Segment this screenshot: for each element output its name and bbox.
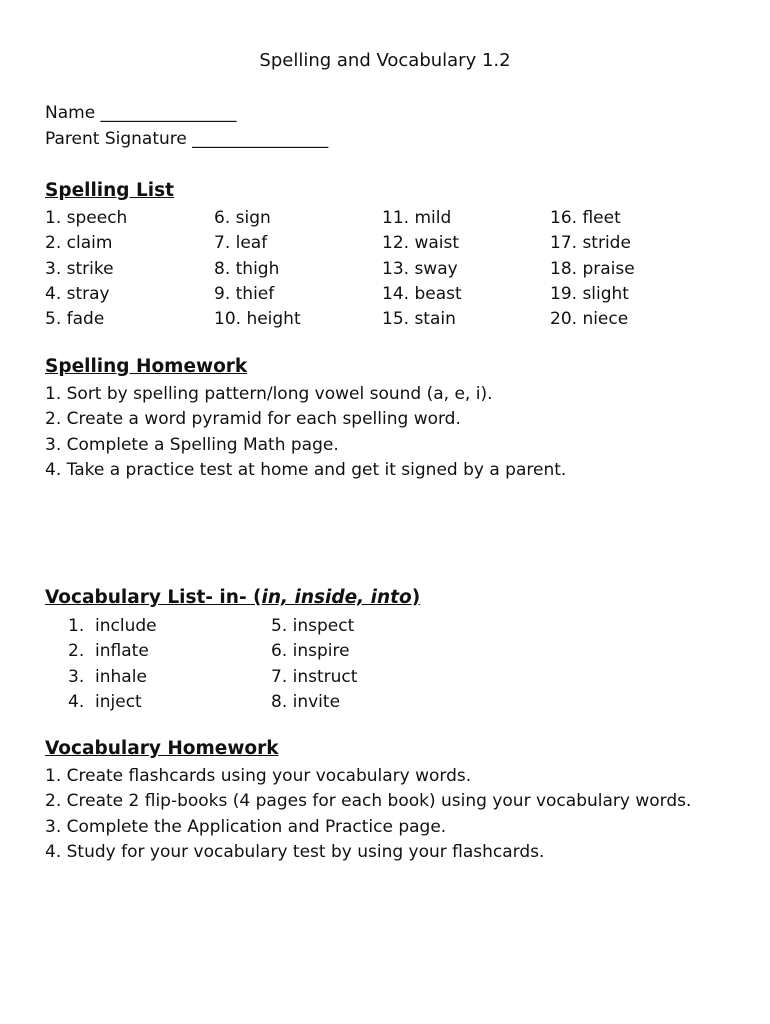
list-item: 4. Take a practice test at home and get it signed by a parent. xyxy=(45,459,567,480)
spelling-word: 10. height xyxy=(214,309,301,330)
spelling-word: 17. stride xyxy=(550,233,631,254)
vocabulary-word: 5. inspect xyxy=(271,616,355,636)
vocabulary-homework-heading: Vocabulary Homework xyxy=(45,738,279,759)
list-item: 1. Sort by spelling pattern/long vowel sound (a, e, i). xyxy=(45,384,493,404)
spelling-column-3 xyxy=(382,206,552,332)
spelling-word: 18. praise xyxy=(550,258,635,279)
vocabulary-homework-list xyxy=(45,764,691,865)
vocabulary-list-heading xyxy=(45,587,420,608)
list-item: 2. Create 2 flip-books (4 pages for each book) using your vocabulary words. xyxy=(45,791,692,812)
vocabulary-word: 6. inspire xyxy=(271,641,350,662)
spelling-column-1 xyxy=(45,206,215,332)
page-title: Spelling and Vocabulary 1.2 xyxy=(259,50,511,71)
spelling-word: 13. sway xyxy=(382,258,458,279)
vocabulary-word: 3. inhale xyxy=(68,666,147,687)
vocabulary-heading-prefix: Vocabulary List- in- ( xyxy=(45,587,262,608)
spelling-word: 6. sign xyxy=(214,208,271,228)
spelling-word: 20. niece xyxy=(550,309,629,330)
list-item: 3. Complete the Application and Practice page. xyxy=(45,816,447,837)
spelling-word: 11. mild xyxy=(382,208,452,228)
list-item: 1. Create flashcards using your vocabulary words. xyxy=(45,766,472,786)
spelling-homework-heading: Spelling Homework xyxy=(45,356,248,377)
list-item: 3. Complete a Spelling Math page. xyxy=(45,434,339,455)
spelling-list-heading: Spelling List xyxy=(45,180,174,201)
spelling-word: 9. thief xyxy=(214,283,275,304)
vocabulary-word: 4. inject xyxy=(68,691,142,712)
parent-signature-field: Parent Signature ________________ xyxy=(45,129,329,149)
spelling-word: 7. leaf xyxy=(214,233,268,254)
spelling-word: 4. stray xyxy=(45,283,110,304)
spelling-word: 14. beast xyxy=(382,283,462,304)
spelling-word: 19. slight xyxy=(550,283,629,304)
list-item: 2. Create a word pyramid for each spelling word. xyxy=(45,409,461,430)
spelling-column-2 xyxy=(214,206,384,332)
spelling-word: 3. strike xyxy=(45,258,114,279)
spelling-word: 5. fade xyxy=(45,309,105,330)
spelling-word: 15. stain xyxy=(382,309,456,330)
list-item: 4. Study for your vocabulary test by using your flashcards. xyxy=(45,841,545,862)
name-field: Name ________________ xyxy=(45,103,237,123)
vocabulary-word: 7. instruct xyxy=(271,666,358,687)
spelling-word: 2. claim xyxy=(45,233,113,254)
spelling-homework-list xyxy=(45,382,566,483)
vocabulary-heading-meaning: in, inside, into xyxy=(261,587,412,608)
spelling-column-4 xyxy=(550,206,720,332)
vocabulary-column-1 xyxy=(68,614,268,715)
vocabulary-heading-suffix: ) xyxy=(411,587,421,608)
vocabulary-column-2 xyxy=(271,614,471,715)
spelling-word: 8. thigh xyxy=(214,258,280,279)
vocabulary-word: 8. invite xyxy=(271,691,341,712)
spelling-word: 16. fleet xyxy=(550,208,621,228)
vocabulary-word: 1. include xyxy=(68,616,157,636)
vocabulary-word: 2. inflate xyxy=(68,641,149,662)
spelling-word: 1. speech xyxy=(45,208,128,228)
spelling-word: 12. waist xyxy=(382,233,460,254)
